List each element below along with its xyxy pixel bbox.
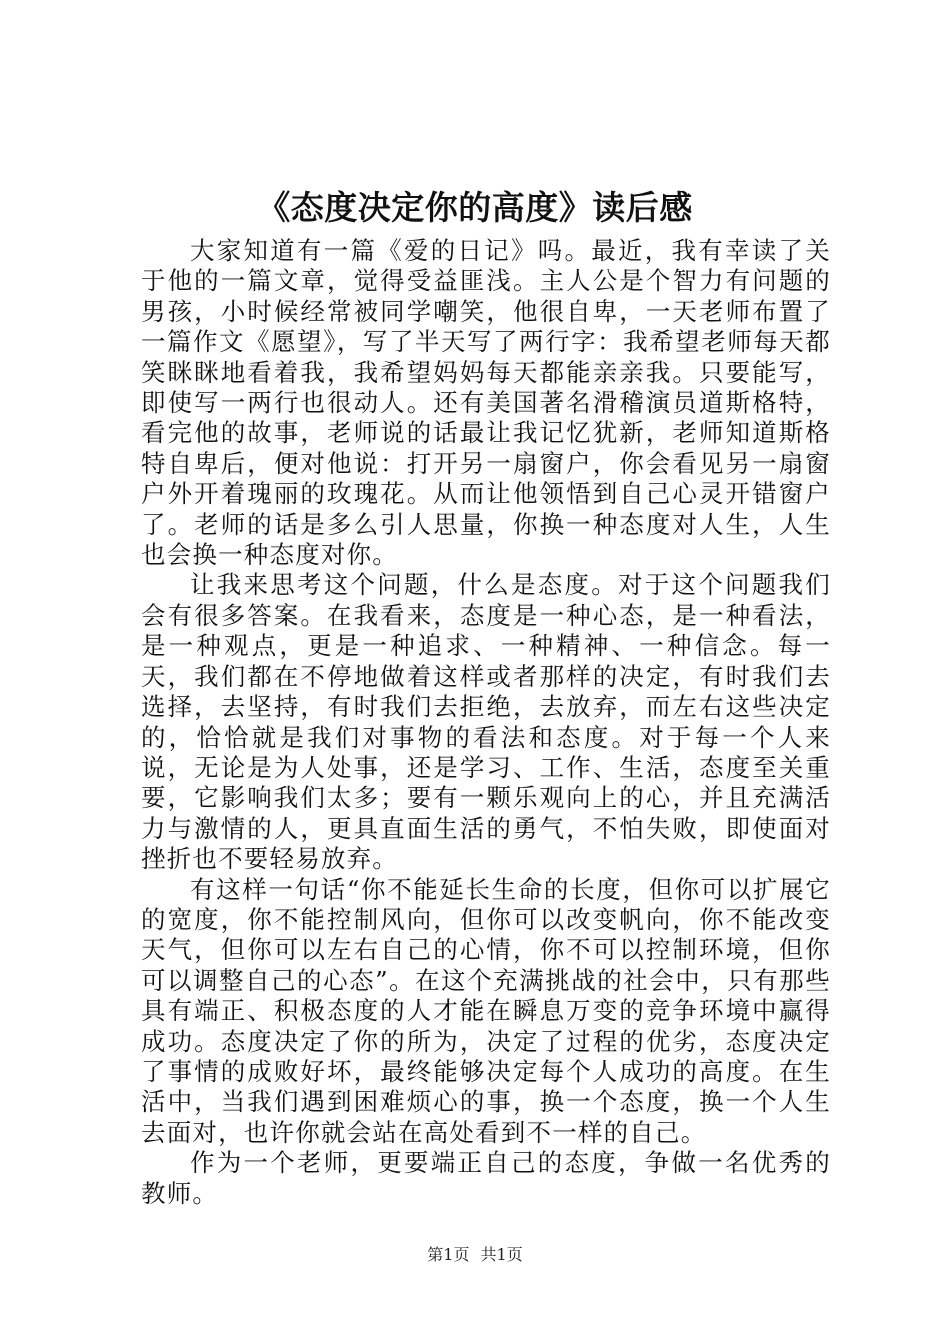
document-body <box>141 236 831 1209</box>
page-footer <box>0 1244 950 1266</box>
paragraph-4: 作为一个老师，更要端正自己的态度，争做一名优秀的教师。 <box>141 1148 831 1208</box>
page-number: 第1页 <box>427 1245 470 1264</box>
page-total: 共1页 <box>480 1245 523 1264</box>
paragraph-2: 让我来思考这个问题，什么是态度。对于这个问题我们会有很多答案。在我看来，态度是一种心态，是一种看法，是一种观点，更是一种追求、一种精神、一种信念。每一天，我们都在不停地做着这样或者那样的决定，有时我们去选择，去坚持，有时我们去拒绝，去放弃，而左右这些决定的，恰恰就是我们对事物的看法和态度。对于每一个人来说，无论是为人处事，还是学习、工作、生活，态度至关重要，它影响我们太多；要有一颗乐观向上的心，并且充满活力与激情的人，更具直面生活的勇气，不怕失败，即使面对挫折也不要轻易放弃。 <box>141 570 831 874</box>
paragraph-3: 有这样一句话“你不能延长生命的长度，但你可以扩展它的宽度，你不能控制风向，但你可以改变帆向，你不能改变天气，但你可以左右自己的心情，你不可以控制环境，但你可以调整自己的心态”。在这个充满挑战的社会中，只有那些具有端正、积极态度的人才能在瞬息万变的竞争环境中赢得成功。态度决定了你的所为，决定了过程的优劣，态度决定了事情的成败好坏，最终能够决定每个人成功的高度。在生活中，当我们遇到困难烦心的事，换一个态度，换一个人生去面对，也许你就会站在高处看到不一样的自己。 <box>141 874 831 1147</box>
paragraph-1: 大家知道有一篇《爱的日记》吗。最近，我有幸读了关于他的一篇文章，觉得受益匪浅。主人公是个智力有问题的男孩，小时候经常被同学嘲笑，他很自卑，一天老师布置了一篇作文《愿望》，写了半天写了两行字：我希望老师每天都笑眯眯地看着我，我希望妈妈每天都能亲亲我。只要能写，即使写一两行也很动人。还有美国著名滑稽演员道斯格特，看完他的故事，老师说的话最让我记忆犹新，老师知道斯格特自卑后，便对他说：打开另一扇窗户，你会看见另一扇窗户外开着瑰丽的玫瑰花。从而让他领悟到自己心灵开错窗户了。老师的话是多么引人思量，你换一种态度对人生，人生也会换一种态度对你。 <box>141 236 831 570</box>
document-title: 《态度决定你的高度》读后感 <box>257 188 693 227</box>
